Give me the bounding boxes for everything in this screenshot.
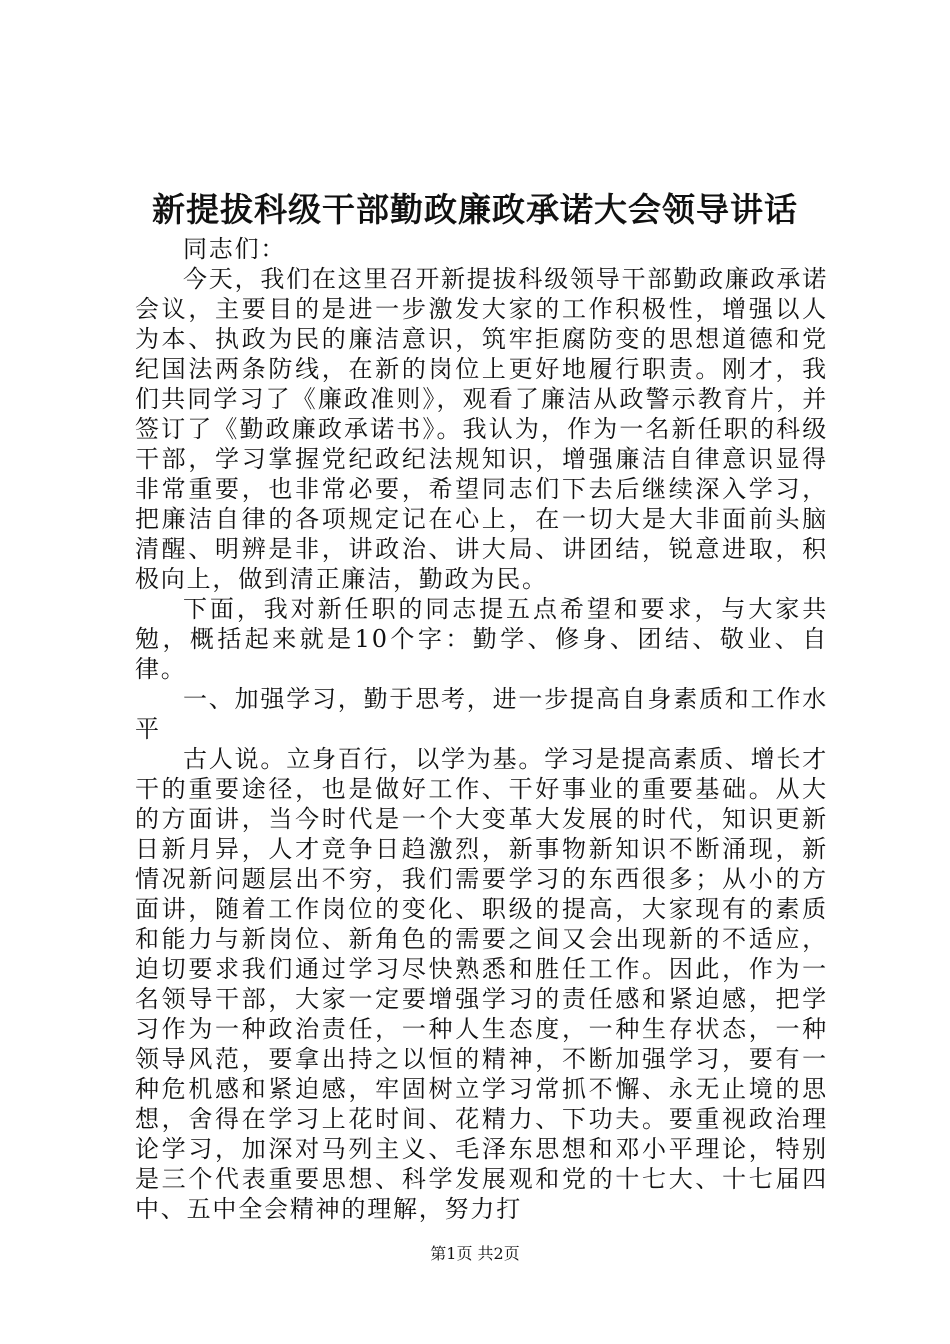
- greeting-paragraph: 同志们：: [183, 235, 287, 263]
- section-heading: 一、加强学习，勤于思考，进一步提高自身素质和工作水平: [135, 685, 828, 743]
- document-body: [135, 234, 828, 1224]
- page-number-footer: 第1页 共2页: [430, 1244, 520, 1263]
- document-title: 新提拔科级干部勤政廉政承诺大会领导讲话: [152, 190, 798, 229]
- body-paragraph: 今天，我们在这里召开新提拔科级领导干部勤政廉政承诺会议，主要目的是进一步激发大家的工作积极性，增强以人为本、执政为民的廉洁意识，筑牢拒腐防变的思想道德和党纪国法两条防线，在新的岗位上更好地履行职责。刚才，我们共同学习了《廉政准则》，观看了廉洁从政警示教育片，并签订了《勤政廉政承诺书》。我认为，作为一名新任职的科级干部，学习掌握党纪政纪法规知识，增强廉洁自律意识显得非常重要，也非常必要，希望同志们下去后继续深入学习，把廉洁自律的各项规定记在心上，在一切大是大非面前头脑清醒、明辨是非，讲政治、讲大局、讲团结，锐意进取，积极向上，做到清正廉洁，勤政为民。: [135, 265, 828, 593]
- body-paragraph: 古人说。立身百行，以学为基。学习是提高素质、增长才干的重要途径，也是做好工作、干好事业的重要基础。从大的方面讲，当今时代是一个大变革大发展的时代，知识更新日新月异，人才竞争日趋激烈，新事物新知识不断涌现，新情况新问题层出不穷，我们需要学习的东西很多；从小的方面讲，随着工作岗位的变化、职级的提高，大家现有的素质和能力与新岗位、新角色的需要之间又会出现新的不适应，迫切要求我们通过学习尽快熟悉和胜任工作。因此，作为一名领导干部，大家一定要增强学习的责任感和紧迫感，把学习作为一种政治责任，一种人生态度，一种生存状态，一种领导风范，要拿出持之以恒的精神，不断加强学习，要有一种危机感和紧迫感，牢固树立学习常抓不懈、永无止境的思想，舍得在学习上花时间、花精力、下功夫。要重视政治理论学习，加深对马列主义、毛泽东思想和邓小平理论，特别是三个代表重要思想、科学发展观和党的十七大、十七届四中、五中全会精神的理解，努力打: [135, 745, 828, 1223]
- body-paragraph: 下面，我对新任职的同志提五点希望和要求，与大家共勉，概括起来就是10个字：勤学、修身、团结、敬业、自律。: [135, 595, 828, 683]
